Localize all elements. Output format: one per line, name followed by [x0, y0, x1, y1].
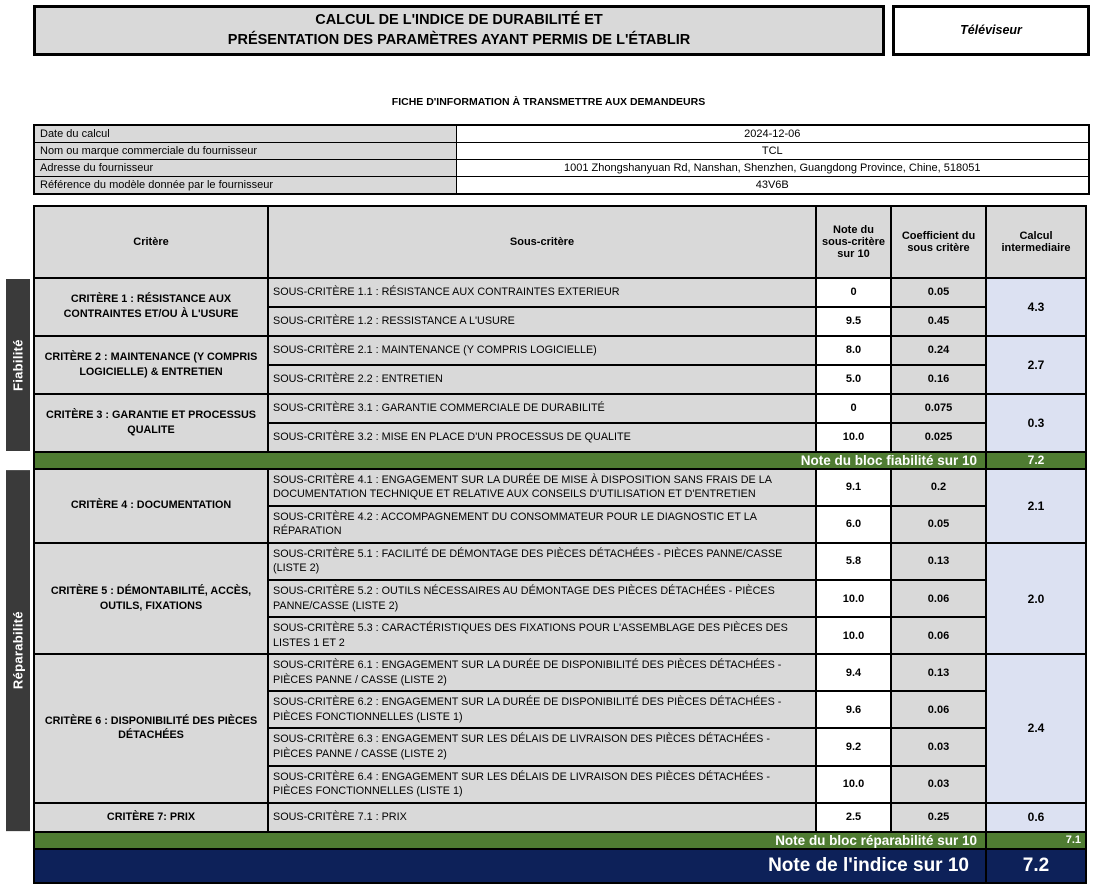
intermediate-cell: 2.4 [986, 654, 1086, 803]
note-cell: 10.0 [816, 617, 891, 654]
supplier-info-value: TCL [456, 142, 1089, 159]
intermediate-cell: 2.1 [986, 469, 1086, 543]
final-note-label: Note de l'indice sur 10 [34, 849, 986, 883]
document-header [33, 5, 1090, 56]
fiabilite-band: Fiabilité [6, 279, 30, 451]
note-cell: 5.0 [816, 365, 891, 394]
column-header-criterion: Critère [34, 206, 268, 278]
column-header-sub-criterion: Sous-critère [268, 206, 816, 278]
criterion-cell: CRITÈRE 2 : MAINTENANCE (Y COMPRIS LOGICIELLE) & ENTRETIEN [34, 336, 268, 394]
sub-criterion-cell: SOUS-CRITÈRE 3.1 : GARANTIE COMMERCIALE DE DURABILITÉ [268, 394, 816, 423]
score-table [33, 205, 1087, 884]
column-header-coefficient: Coefficient du sous critère [891, 206, 986, 278]
coefficient-cell: 0.075 [891, 394, 986, 423]
supplier-info-label: Date du calcul [34, 125, 456, 143]
note-cell: 9.4 [816, 654, 891, 691]
coefficient-cell: 0.16 [891, 365, 986, 394]
criterion-cell: CRITÈRE 6 : DISPONIBILITÉ DES PIÈCES DÉTACHÉES [34, 654, 268, 803]
block-note-value: 7.1 [986, 832, 1086, 849]
note-cell: 10.0 [816, 423, 891, 452]
coefficient-cell: 0.13 [891, 543, 986, 580]
note-cell: 6.0 [816, 506, 891, 543]
coefficient-cell: 0.06 [891, 617, 986, 654]
intermediate-cell: 4.3 [986, 278, 1086, 336]
criterion-cell: CRITÈRE 4 : DOCUMENTATION [34, 469, 268, 543]
document-subtitle: FICHE D'INFORMATION À TRANSMETTRE AUX DEMANDEURS [391, 95, 706, 108]
score-table-area [6, 205, 1097, 884]
sub-criterion-cell: SOUS-CRITÈRE 4.1 : ENGAGEMENT SUR LA DURÉE DE MISE À DISPOSITION SANS FRAIS DE LA DOCUMENTATION TECHNIQUE ET RELATIVE AUX CONSEILS D'UTILISATION ET D'ENTRETIEN [268, 469, 816, 506]
sub-criterion-cell: SOUS-CRITÈRE 1.2 : RESSISTANCE A L'USURE [268, 307, 816, 336]
score-row [34, 543, 1086, 580]
note-cell: 0 [816, 394, 891, 423]
note-cell: 5.8 [816, 543, 891, 580]
note-cell: 9.6 [816, 691, 891, 728]
sub-criterion-cell: SOUS-CRITÈRE 6.2 : ENGAGEMENT SUR LA DURÉE DE DISPONIBILITÉ DES PIÈCES DÉTACHÉES - PIÈCES FONCTIONNELLES (LISTE 1) [268, 691, 816, 728]
supplier-info-value: 1001 Zhongshanyuan Rd, Nanshan, Shenzhen, Guangdong Province, Chine, 518051 [456, 159, 1089, 176]
document-title [33, 5, 885, 56]
sub-criterion-cell: SOUS-CRITÈRE 2.1 : MAINTENANCE (Y COMPRIS LOGICIELLE) [268, 336, 816, 365]
coefficient-cell: 0.03 [891, 728, 986, 765]
score-table-header-row [34, 206, 1086, 278]
coefficient-cell: 0.03 [891, 766, 986, 803]
note-cell: 10.0 [816, 580, 891, 617]
criterion-cell: CRITÈRE 7: PRIX [34, 803, 268, 832]
coefficient-cell: 0.06 [891, 580, 986, 617]
sub-criterion-cell: SOUS-CRITÈRE 5.3 : CARACTÉRISTIQUES DES FIXATIONS POUR L'ASSEMBLAGE DES PIÈCES DES LISTES 1 ET 2 [268, 617, 816, 654]
score-row [34, 394, 1086, 423]
intermediate-cell: 2.0 [986, 543, 1086, 654]
sub-criterion-cell: SOUS-CRITÈRE 3.2 : MISE EN PLACE D'UN PROCESSUS DE QUALITE [268, 423, 816, 452]
coefficient-cell: 0.06 [891, 691, 986, 728]
criterion-cell: CRITÈRE 5 : DÉMONTABILITÉ, ACCÈS, OUTILS, FIXATIONS [34, 543, 268, 654]
score-row [34, 654, 1086, 691]
note-cell: 2.5 [816, 803, 891, 832]
reparabilite-band: Réparabilité [6, 470, 30, 831]
sub-criterion-cell: SOUS-CRITÈRE 6.3 : ENGAGEMENT SUR LES DÉLAIS DE LIVRAISON DES PIÈCES DÉTACHÉES - PIÈCES PANNE / CASSE (LISTE 2) [268, 728, 816, 765]
document-title-line1: CALCUL DE L'INDICE DE DURABILITÉ ET [315, 12, 603, 28]
coefficient-cell: 0.45 [891, 307, 986, 336]
sub-criterion-cell: SOUS-CRITÈRE 2.2 : ENTRETIEN [268, 365, 816, 394]
note-cell: 8.0 [816, 336, 891, 365]
supplier-info-label: Nom ou marque commerciale du fournisseur [34, 142, 456, 159]
block-note-row [34, 832, 1086, 849]
coefficient-cell: 0.13 [891, 654, 986, 691]
score-row [34, 336, 1086, 365]
column-header-intermediate: Calcul intermediaire [986, 206, 1086, 278]
supplier-info-table [33, 124, 1090, 195]
intermediate-cell: 0.6 [986, 803, 1086, 832]
sub-criterion-cell: SOUS-CRITÈRE 5.2 : OUTILS NÉCESSAIRES AU DÉMONTAGE DES PIÈCES DÉTACHÉES - PIÈCES PANNE/CASSE (LISTE 2) [268, 580, 816, 617]
note-cell: 10.0 [816, 766, 891, 803]
intermediate-cell: 0.3 [986, 394, 1086, 452]
supplier-info-row [34, 159, 1089, 176]
column-header-note: Note du sous-critère sur 10 [816, 206, 891, 278]
coefficient-cell: 0.24 [891, 336, 986, 365]
supplier-info-value: 2024-12-06 [456, 125, 1089, 143]
final-note-value: 7.2 [986, 849, 1086, 883]
note-cell: 9.2 [816, 728, 891, 765]
product-type-label: Téléviseur [960, 23, 1022, 38]
criterion-cell: CRITÈRE 3 : GARANTIE ET PROCESSUS QUALITE [34, 394, 268, 452]
note-cell: 9.5 [816, 307, 891, 336]
sub-criterion-cell: SOUS-CRITÈRE 6.1 : ENGAGEMENT SUR LA DURÉE DE DISPONIBILITÉ DES PIÈCES DÉTACHÉES - PIÈCES PANNE / CASSE (LISTE 2) [268, 654, 816, 691]
final-note-row [34, 849, 1086, 883]
supplier-info-row [34, 125, 1089, 143]
supplier-info-row [34, 142, 1089, 159]
block-note-label: Note du bloc fiabilité sur 10 [34, 452, 986, 469]
intermediate-cell: 2.7 [986, 336, 1086, 394]
block-note-label: Note du bloc réparabilité sur 10 [34, 832, 986, 849]
supplier-info-value: 43V6B [456, 176, 1089, 194]
coefficient-cell: 0.025 [891, 423, 986, 452]
block-note-row [34, 452, 1086, 469]
product-type-box [892, 5, 1090, 56]
sub-criterion-cell: SOUS-CRITÈRE 1.1 : RÉSISTANCE AUX CONTRAINTES EXTERIEUR [268, 278, 816, 307]
criterion-cell: CRITÈRE 1 : RÉSISTANCE AUX CONTRAINTES ET/OU À L'USURE [34, 278, 268, 336]
sub-criterion-cell: SOUS-CRITÈRE 6.4 : ENGAGEMENT SUR LES DÉLAIS DE LIVRAISON DES PIÈCES DÉTACHÉES - PIÈCES FONCTIONNELLES (LISTE 1) [268, 766, 816, 803]
coefficient-cell: 0.05 [891, 506, 986, 543]
document-title-line2: PRÉSENTATION DES PARAMÈTRES AYANT PERMIS DE L'ÉTABLIR [227, 32, 691, 49]
score-row [34, 803, 1086, 832]
coefficient-cell: 0.2 [891, 469, 986, 506]
score-row [34, 469, 1086, 506]
block-note-value: 7.2 [986, 452, 1086, 469]
coefficient-cell: 0.25 [891, 803, 986, 832]
note-cell: 0 [816, 278, 891, 307]
sub-criterion-cell: SOUS-CRITÈRE 5.1 : FACILITÉ DE DÉMONTAGE DES PIÈCES DÉTACHÉES - PIÈCES PANNE/CASSE (LISTE 2) [268, 543, 816, 580]
supplier-info-label: Référence du modèle donnée par le fournisseur [34, 176, 456, 194]
coefficient-cell: 0.05 [891, 278, 986, 307]
sub-criterion-cell: SOUS-CRITÈRE 4.2 : ACCOMPAGNEMENT DU CONSOMMATEUR POUR LE DIAGNOSTIC ET LA RÉPARATION [268, 506, 816, 543]
sub-criterion-cell: SOUS-CRITÈRE 7.1 : PRIX [268, 803, 816, 832]
supplier-info-row [34, 176, 1089, 194]
score-row [34, 278, 1086, 307]
note-cell: 9.1 [816, 469, 891, 506]
supplier-info-label: Adresse du fournisseur [34, 159, 456, 176]
